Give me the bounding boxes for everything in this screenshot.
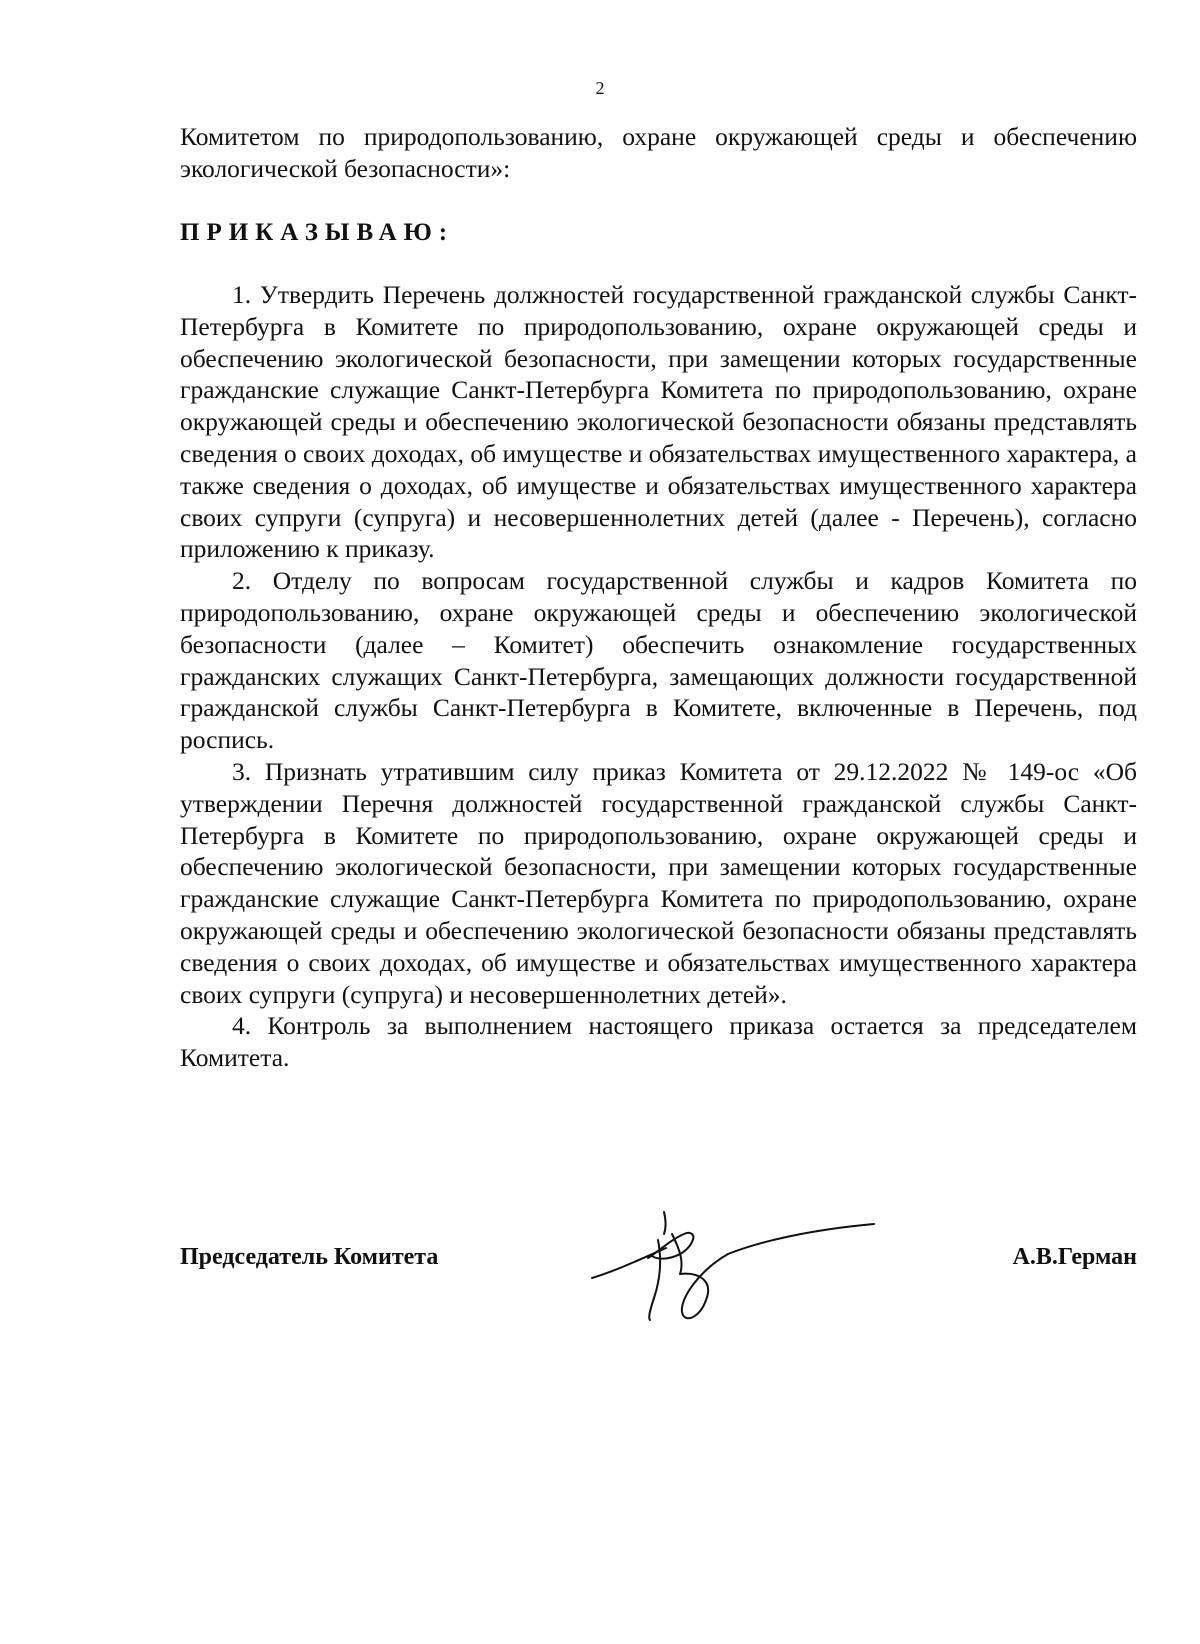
order-heading: ПРИКАЗЫВАЮ:	[180, 219, 455, 246]
signature-block	[180, 1232, 1137, 1292]
order-item-3: 3. Признать утратившим силу приказ Комитета от 29.12.2022 № 149-ос «Об утверждении Перечня должностей государственной гражданской службы Санкт-Петербурга в Комитете по природопользованию, охране окружающей среды и обеспечению экологической безопасности, при замещении которых государственные гражданские служащие Санкт-Петербурга Комитета по природопользованию, охране окружающей среды и обеспечению экологической безопасности обязаны представлять сведения о своих доходах, об имуществе и обязательствах имущественного характера своих супруги (супруга) и несовершеннолетних детей».	[180, 756, 1137, 1009]
handwritten-signature-icon	[588, 1200, 878, 1330]
order-item-4: 4. Контроль за выполнением настоящего приказа остается за председателем Комитета.	[180, 1011, 1137, 1073]
signatory-name: А.В.Герман	[1012, 1244, 1137, 1270]
order-body	[180, 279, 1137, 1074]
order-item-2: 2. Отделу по вопросам государственной службы и кадров Комитета по природопользованию, охране окружающей среды и обеспечению экологической безопасности (далее – Комитет) обеспечить ознакомление государственных гражданских служащих Санкт-Петербурга, замещающих должности государственной гражданской службы Санкт-Петербурга в Комитете, включенные в Перечень, под роспись.	[180, 566, 1137, 755]
page-number: 2	[595, 78, 605, 98]
intro-paragraph: Комитетом по природопользованию, охране окружающей среды и обеспечению экологической безопасности»:	[180, 122, 1137, 183]
intro-text	[180, 121, 1137, 185]
order-item-1: 1. Утвердить Перечень должностей государственной гражданской службы Санкт-Петербурга в Комитете по природопользованию, охране окружающей среды и обеспечению экологической безопасности, при замещении которых государственные гражданские служащие Санкт-Петербурга Комитета по природопользованию, охране окружающей среды и обеспечению экологической безопасности обязаны представлять сведения о своих доходах, об имуществе и обязательствах имущественного характера, а также сведения о доходах, об имуществе и обязательствах имущественного характера своих супруги (супруга) и несовершеннолетних детей (далее - Перечень), согласно приложению к приказу.	[180, 280, 1137, 564]
signatory-title: Председатель Комитета	[180, 1244, 439, 1270]
